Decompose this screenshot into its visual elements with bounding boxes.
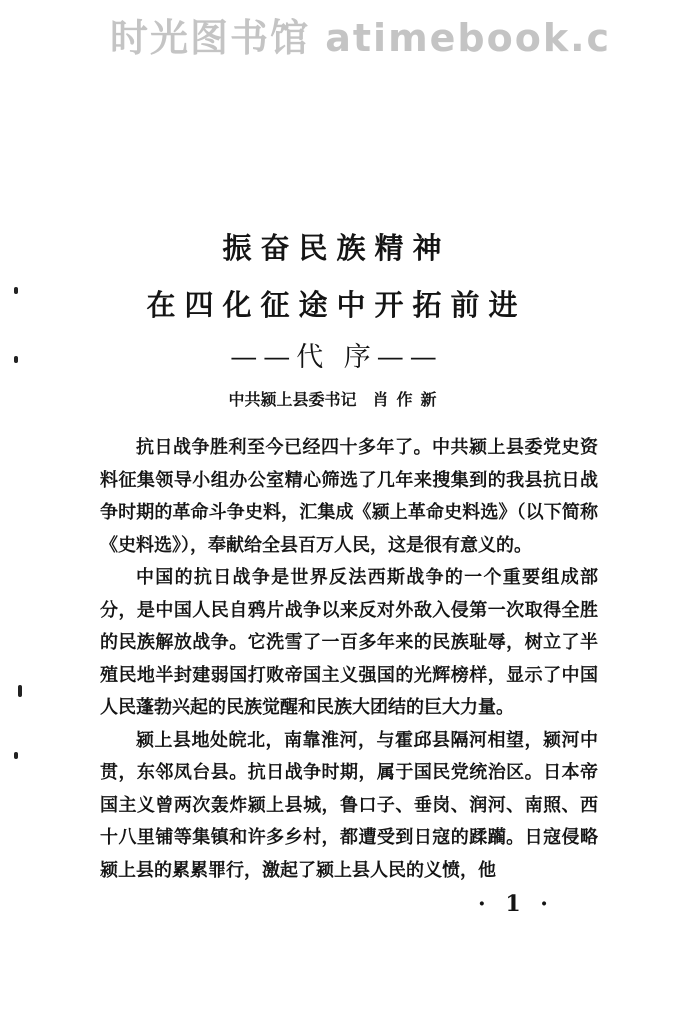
title-line-1: 振奋民族精神 xyxy=(222,231,451,265)
scan-speck xyxy=(18,685,22,697)
title-line-2: 在四化征途中开拓前进 xyxy=(146,288,527,322)
paragraph: 颍上县地处皖北，南靠淮河，与霍邱县隔河相望，颍河中贯，东邻凤台县。抗日战争时期，属于国民党统治区。日本帝国主义曾两次轰炸颍上县城，鲁口子、垂岗、润河、南照、西十八里铺等集镇和许多乡村，都遭受到日寇的蹂躏。日寇侵略颍上县的累累罪行，激起了颍上县人民的义愤，他 xyxy=(100,729,598,881)
author-name: 肖作新 xyxy=(372,390,445,409)
byline xyxy=(0,388,673,412)
watermark: 时光图书馆 atimebook.c xyxy=(110,16,612,60)
page-number: · 1 · xyxy=(478,891,554,917)
scan-speck xyxy=(14,287,18,294)
paragraph: 中国的抗日战争是世界反法西斯战争的一个重要组成部分，是中国人民自鸦片战争以来反对外敌入侵第一次取得全胜的民族解放战争。它洗雪了一百多年来的民族耻辱，树立了半殖民地半封建弱国打败帝国主义强国的光辉榜样，显示了中国人民蓬勃兴起的民族觉醒和民族大团结的巨大力量。 xyxy=(100,567,598,718)
scan-speck xyxy=(14,356,18,363)
subtitle: ——代 序—— xyxy=(230,342,443,373)
paragraph: 抗日战争胜利至今已经四十多年了。中共颍上县委党史资料征集领导小组办公室精心筛选了几年来搜集到的我县抗日战争时期的革命斗争史料，汇集成《颍上革命史料选》（以下简称《史料选》），奉献给全县百万人民，这是很有意义的。 xyxy=(100,437,598,556)
author-position: 中共颍上县委书记 xyxy=(228,390,357,409)
scan-speck xyxy=(14,752,18,759)
body-text xyxy=(100,432,598,887)
